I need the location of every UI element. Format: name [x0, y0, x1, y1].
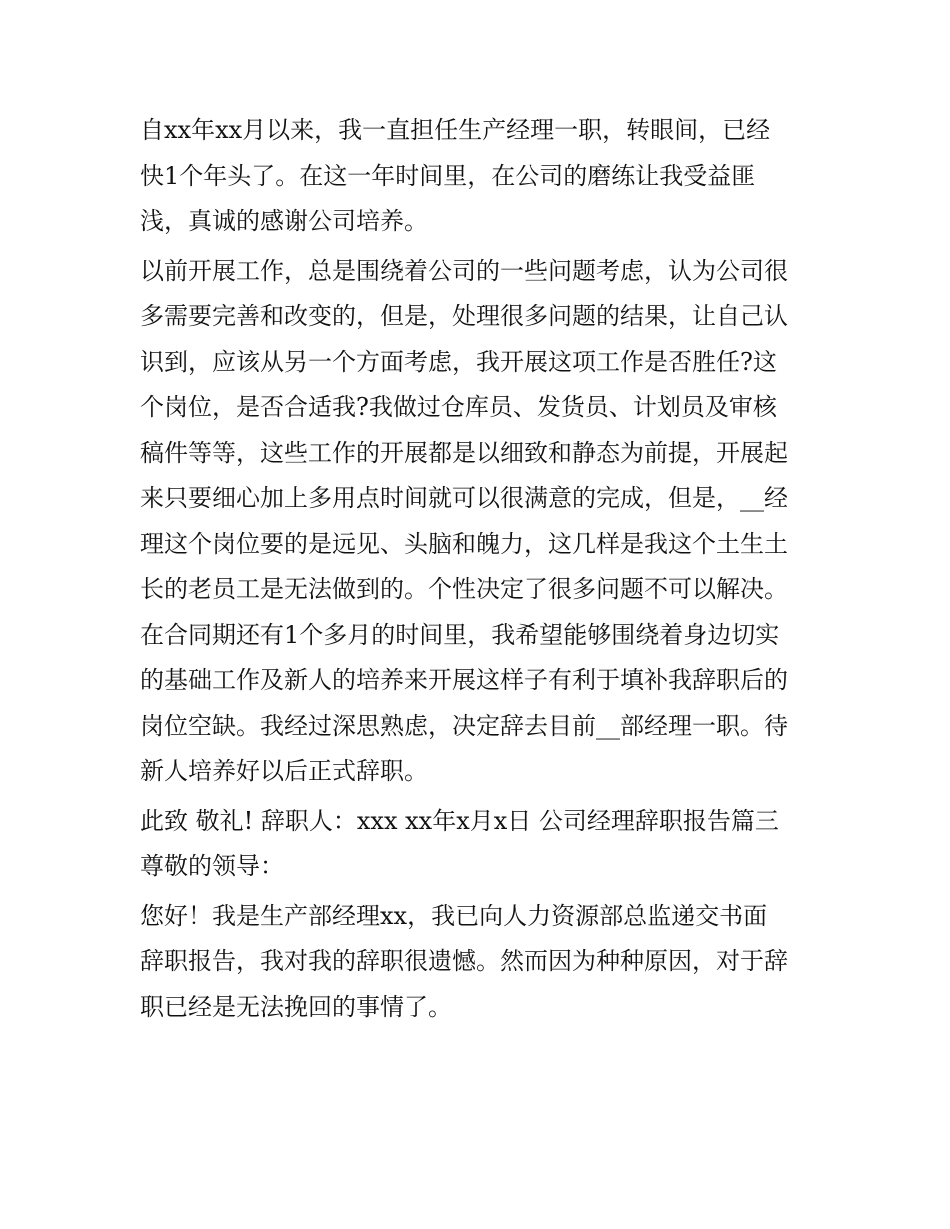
text-line: 新人培养好以后正式辞职。: [140, 757, 428, 785]
text-line: 理这个岗位要的是远见、头脑和魄力，这几样是我这个土生土: [140, 529, 788, 558]
paragraph-closing: [140, 799, 820, 890]
text-line: 职已经是无法挽回的事情了。: [140, 992, 452, 1021]
paragraph-body: [140, 249, 820, 795]
text-line: 在合同期还有1个多月的时间里，我希望能够围绕着身边切实: [140, 620, 780, 649]
text-line: 个岗位，是否合适我?我做过仓库员、发货员、计划员及审核: [140, 393, 777, 421]
text-line: 浅，真诚的感谢公司培养。: [140, 207, 428, 235]
paragraph-intro: [140, 108, 820, 245]
document-page: [140, 108, 820, 1030]
text-line: 识到，应该从另一个方面考虑，我开展这项工作是否胜任?这: [140, 347, 777, 376]
paragraph-greeting: [140, 894, 820, 1031]
text-line: 辞职报告，我对我的辞职很遗憾。然而因为种种原因，对于辞: [140, 947, 788, 975]
text-line: 自xx年xx月以来，我一直担任生产经理一职，转眼间，已经: [140, 116, 771, 144]
text-line: 的基础工作及新人的培养来开展这样子有利于填补我辞职后的: [140, 666, 788, 694]
text-line: 来只要细心加上多用点时间就可以很满意的完成，但是，__经: [140, 484, 788, 512]
text-line: 多需要完善和改变的，但是，处理很多问题的结果，让自己认: [140, 302, 788, 330]
text-line: 长的老员工是无法做到的。个性决定了很多问题不可以解决。: [140, 575, 788, 603]
text-line: 快1个年头了。在这一年时间里，在公司的磨练让我受益匪: [140, 161, 756, 190]
text-line: 稿件等等，这些工作的开展都是以细致和静态为前提，开展起: [140, 438, 788, 467]
text-line: 您好！我是生产部经理xx，我已向人力资源部总监递交书面: [140, 901, 768, 930]
text-line: 尊敬的领导：: [140, 852, 284, 880]
text-line: 以前开展工作，总是围绕着公司的一些问题考虑，认为公司很: [140, 256, 788, 285]
text-line: 岗位空缺。我经过深思熟虑，决定辞去目前__部经理一职。待: [140, 711, 788, 740]
text-line: 此致 敬礼! 辞职人：xxx xx年x月x日 公司经理辞职报告篇三: [140, 806, 779, 835]
